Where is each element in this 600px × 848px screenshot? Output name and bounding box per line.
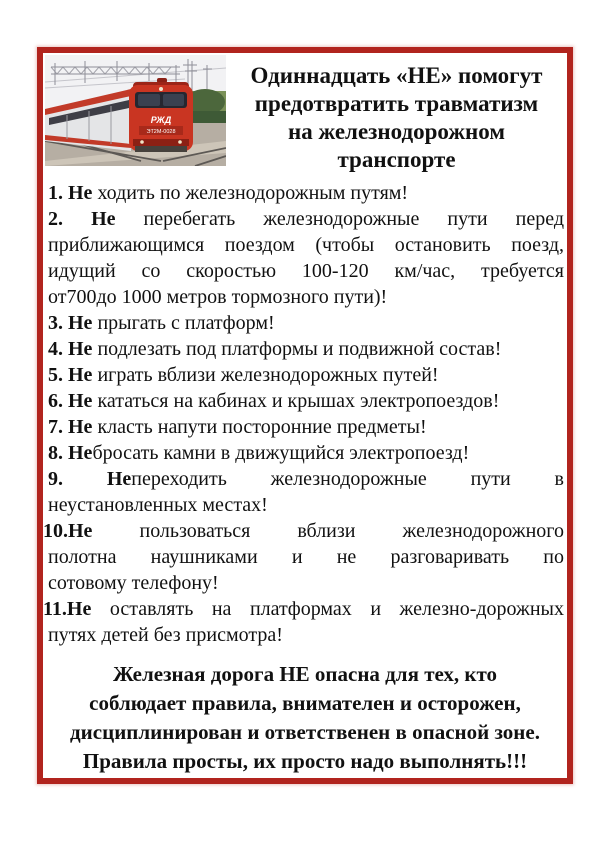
title-line: транспорте	[337, 147, 456, 172]
rule-line: приближающимся поездом (чтобы остановить поезд,	[48, 234, 564, 256]
rule-item	[48, 440, 564, 466]
rule-item	[48, 388, 564, 414]
rzd-logo: РЖД	[150, 115, 172, 125]
rule-line: 7. Не класть напути посторонние предметы!	[48, 416, 427, 438]
rule-number: 8.	[48, 442, 63, 464]
rule-item	[48, 206, 564, 310]
rule-number: 2.	[48, 208, 63, 230]
poster-header	[43, 53, 567, 174]
rule-number: 10.	[43, 520, 68, 542]
rule-line: неустановленных местах!	[48, 494, 268, 516]
poster-footer	[43, 648, 567, 776]
rule-line: 8. Небросать камни в движущийся электропоезд!	[48, 442, 470, 464]
footer-line: дисциплинирован и ответственен в опасной зоне.	[70, 720, 540, 744]
headlight	[159, 87, 163, 91]
rule-line: 10.Не пользоваться вблизи железнодорожного	[43, 520, 564, 542]
train-number: ЭТ2М-0028	[146, 129, 176, 135]
rule-line: 2. Не перебегать железнодорожные пути перед	[48, 208, 564, 230]
title-line: на железнодорожном	[287, 119, 506, 144]
rule-line: 4. Не подлезать под платформы и подвижной состав!	[48, 338, 502, 360]
rule-number: 4.	[48, 338, 63, 360]
train-photo	[45, 55, 226, 166]
rule-item	[48, 414, 564, 440]
rule-number: 11.	[43, 598, 67, 620]
train-photo-illustration	[45, 55, 226, 166]
rule-item	[48, 336, 564, 362]
rule-line: путях детей без присмотра!	[48, 624, 283, 646]
rule-number: 9.	[48, 468, 63, 490]
rule-line: 11.Не оставлять на платформах и железно-дорожных	[43, 598, 564, 620]
rule-item	[48, 310, 564, 336]
rule-ne-word: Не	[68, 312, 93, 334]
footer-line: Правила просты, их просто надо выполнять!!!	[82, 749, 528, 773]
rule-number: 6.	[48, 390, 63, 412]
footer-line: Железная дорога НЕ опасна для тех, кто	[112, 662, 498, 686]
footer-line: соблюдает правила, внимателен и осторожен,	[89, 691, 521, 715]
rule-line: 3. Не прыгать с платформ!	[48, 312, 275, 334]
rule-ne-word: Не	[68, 416, 93, 438]
rule-ne-word: Не	[68, 338, 93, 360]
rule-line: 5. Не играть вблизи железнодорожных путей!	[48, 364, 439, 386]
rule-ne-word: Не	[68, 520, 93, 542]
rule-line: 9. Непереходить железнодорожные пути в	[48, 468, 564, 490]
rule-item	[48, 362, 564, 388]
rule-ne-word: Не	[66, 598, 92, 620]
rule-line: 6. Не кататься на кабинах и крышах электропоездов!	[48, 390, 500, 412]
rule-line: от700до 1000 метров тормозного пути)!	[48, 286, 388, 308]
rule-number: 7.	[48, 416, 63, 438]
rule-ne-word: Не	[68, 182, 93, 204]
rule-item	[48, 180, 564, 206]
rule-ne-word: Не	[68, 442, 93, 464]
rule-item	[43, 518, 564, 596]
rule-number: 1.	[48, 182, 63, 204]
rule-ne-word: Не	[106, 468, 132, 490]
rule-ne-word: Не	[68, 364, 93, 386]
rules-list	[43, 174, 567, 648]
rule-line: идущий со скоростью 100-120 км/час, требуется	[48, 260, 564, 282]
rule-ne-word: Не	[68, 390, 93, 412]
train-cab	[129, 78, 193, 152]
rule-item	[43, 596, 564, 648]
rule-item	[48, 466, 564, 518]
rule-line: полотна наушниками и не разговаривать по	[48, 546, 564, 568]
rule-number: 5.	[48, 364, 63, 386]
title-line: предотвратить травматизм	[254, 91, 539, 116]
poster-frame	[37, 47, 573, 784]
rule-ne-word: Не	[91, 208, 116, 230]
rule-number: 3.	[48, 312, 63, 334]
rule-line: 1. Не ходить по железнодорожным путям!	[48, 182, 409, 204]
title-line: Одиннадцать «НЕ» помогут	[250, 63, 543, 88]
poster-title	[226, 53, 567, 174]
rule-line: сотовому телефону!	[48, 572, 219, 594]
